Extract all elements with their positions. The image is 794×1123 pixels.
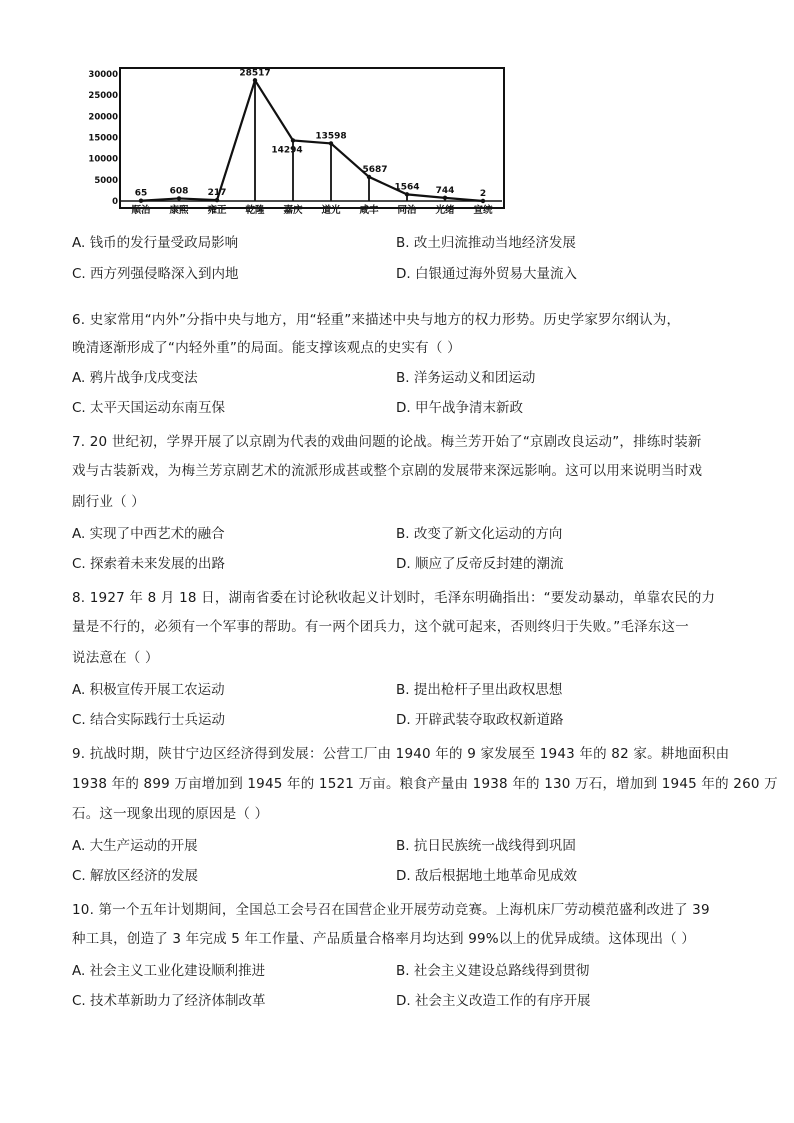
q10-stem-line-1: 10. 第一个五年计划期间，全国总工会号召在国营企业开展劳动竞赛。上海机床厂劳动模范盛利改进了 39 — [72, 902, 710, 918]
q9-stem-line-2: 1938 年的 899 万亩增加到 1945 年的 1521 万亩。粮食产量由 1938 年的 130 万石，增加到 1945 年的 260 万 — [72, 776, 778, 792]
data-point-8 — [443, 196, 447, 200]
data-label-0: 65 — [134, 188, 148, 199]
x-tick-label-8: 光绪 — [435, 205, 455, 216]
y-tick-label-10000: 10000 — [88, 154, 118, 165]
q7-stem-line-1: 7. 20 世纪初，学界开展了以京剧为代表的戏曲问题的论战。梅兰芳开始了“京剧改良运动”，排练时装新 — [72, 434, 702, 450]
data-point-4 — [291, 138, 295, 142]
q10-option-d[interactable]: D. 社会主义改造工作的有序开展 — [396, 993, 591, 1009]
q8-stem-line-2: 量是不行的，必须有一个军事的帮助。有一两个团兵力，这个就可起来，否则终归于失败。”毛泽东这一 — [72, 619, 689, 635]
data-label-8: 744 — [435, 185, 455, 196]
data-point-1 — [177, 196, 181, 200]
q7-option-d[interactable]: D. 顺应了反帝反封建的潮流 — [396, 556, 564, 572]
q10-stem-line-2: 种工具，创造了 3 年完成 5 年工作量、产品质量合格率月均达到 99%以上的优异成绩。这体现出（ ） — [72, 931, 696, 947]
q10-option-b[interactable]: B. 社会主义建设总路线得到贯彻 — [396, 963, 590, 979]
x-tick-label-0: 顺治 — [131, 205, 151, 216]
q7-option-a[interactable]: A. 实现了中西艺术的融合 — [72, 526, 225, 542]
data-label-3: 28517 — [239, 68, 271, 79]
y-tick-label-25000: 25000 — [88, 91, 118, 102]
y-tick-label-5000: 5000 — [94, 175, 118, 186]
q7-option-b[interactable]: B. 改变了新文化运动的方向 — [396, 526, 563, 542]
y-tick-label-30000: 30000 — [88, 70, 118, 80]
q8-stem-line-3: 说法意在（ ） — [72, 650, 159, 666]
x-tick-label-5: 道光 — [321, 205, 341, 216]
q9-option-d[interactable]: D. 敌后根据地土地革命见成效 — [396, 868, 577, 884]
x-tick-label-6: 咸丰 — [359, 205, 379, 216]
q6-stem-line-2: 晚清逐渐形成了“内轻外重”的局面。能支撑该观点的史实有（ ） — [72, 340, 461, 356]
x-tick-label-1: 康熙 — [169, 205, 189, 216]
q8-option-d[interactable]: D. 开辟武装夺取政权新道路 — [396, 712, 564, 728]
q10-option-a[interactable]: A. 社会主义工业化建设顺利推进 — [72, 963, 266, 979]
series-line — [141, 80, 483, 201]
q9-stem-line-1: 9. 抗战时期，陕甘宁边区经济得到发展：公营工厂由 1940 年的 9 家发展至 1943 年的 82 家。耕地面积由 — [72, 746, 730, 762]
q8-option-b[interactable]: B. 提出枪杆子里出政权思想 — [396, 682, 563, 698]
data-point-5 — [329, 141, 333, 145]
q7-stem-line-2: 戏与古装新戏，为梅兰芳京剧艺术的流派形成甚或整个京剧的发展带来深远影响。这可以用来说明当时戏 — [72, 463, 703, 479]
q6-option-a[interactable]: A. 鸦片战争戊戌变法 — [72, 370, 198, 386]
data-point-3 — [253, 78, 257, 82]
x-tick-label-9: 宣统 — [473, 205, 493, 216]
q9-option-a[interactable]: A. 大生产运动的开展 — [72, 838, 198, 854]
y-tick-label-15000: 15000 — [88, 133, 118, 144]
data-point-9 — [481, 199, 485, 203]
data-label-7: 1564 — [394, 182, 420, 193]
x-tick-label-4: 嘉庆 — [283, 205, 303, 216]
q6-option-b[interactable]: B. 洋务运动义和团运动 — [396, 370, 536, 386]
q9-option-c[interactable]: C. 解放区经济的发展 — [72, 868, 199, 884]
q9-option-b[interactable]: B. 抗日民族统一战线得到巩固 — [396, 838, 576, 854]
q5-option-b[interactable]: B. 改土归流推动当地经济发展 — [396, 235, 576, 251]
x-tick-label-7: 同治 — [397, 205, 417, 216]
q7-stem-line-3: 剧行业（ ） — [72, 494, 145, 510]
data-label-9: 2 — [479, 188, 487, 199]
q9-stem-line-3: 石。这一现象出现的原因是（ ） — [72, 806, 269, 822]
data-point-0 — [139, 199, 143, 203]
data-label-5: 13598 — [315, 131, 347, 142]
q6-option-d[interactable]: D. 甲午战争清末新政 — [396, 400, 523, 416]
q8-option-a[interactable]: A. 积极宣传开展工农运动 — [72, 682, 225, 698]
data-label-2: 217 — [207, 188, 227, 199]
q10-option-c[interactable]: C. 技术革新助力了经济体制改革 — [72, 993, 266, 1009]
x-tick-label-3: 乾隆 — [245, 205, 265, 216]
data-label-1: 608 — [169, 186, 189, 197]
data-point-7 — [405, 192, 409, 196]
q6-stem-line-1: 6. 史家常用“内外”分指中央与地方，用“轻重”来描述中央与地方的权力形势。历史学家罗尔纲认为， — [72, 312, 681, 328]
data-point-6 — [367, 175, 371, 179]
q8-option-c[interactable]: C. 结合实际践行士兵运动 — [72, 712, 226, 728]
q7-option-c[interactable]: C. 探索着未来发展的出路 — [72, 556, 226, 572]
q5-option-a[interactable]: A. 钱币的发行量受政局影响 — [72, 235, 239, 251]
data-label-4: 14294 — [271, 145, 303, 156]
q5-option-d[interactable]: D. 白银通过海外贸易大量流入 — [396, 266, 577, 282]
q8-stem-line-1: 8. 1927 年 8 月 18 日，湖南省委在讨论秋收起义计划时，毛泽东明确指出：“要发动暴动，单靠农民的力 — [72, 590, 716, 606]
y-tick-label-20000: 20000 — [88, 112, 118, 123]
q6-option-c[interactable]: C. 太平天国运动东南互保 — [72, 400, 226, 416]
y-tick-label-0: 0 — [112, 197, 118, 207]
data-label-6: 5687 — [362, 164, 388, 175]
silver-output-line-chart — [72, 62, 508, 220]
q5-option-c[interactable]: C. 西方列强侵略深入到内地 — [72, 266, 239, 282]
data-point-2 — [215, 198, 219, 202]
x-tick-label-2: 雍正 — [207, 205, 227, 216]
